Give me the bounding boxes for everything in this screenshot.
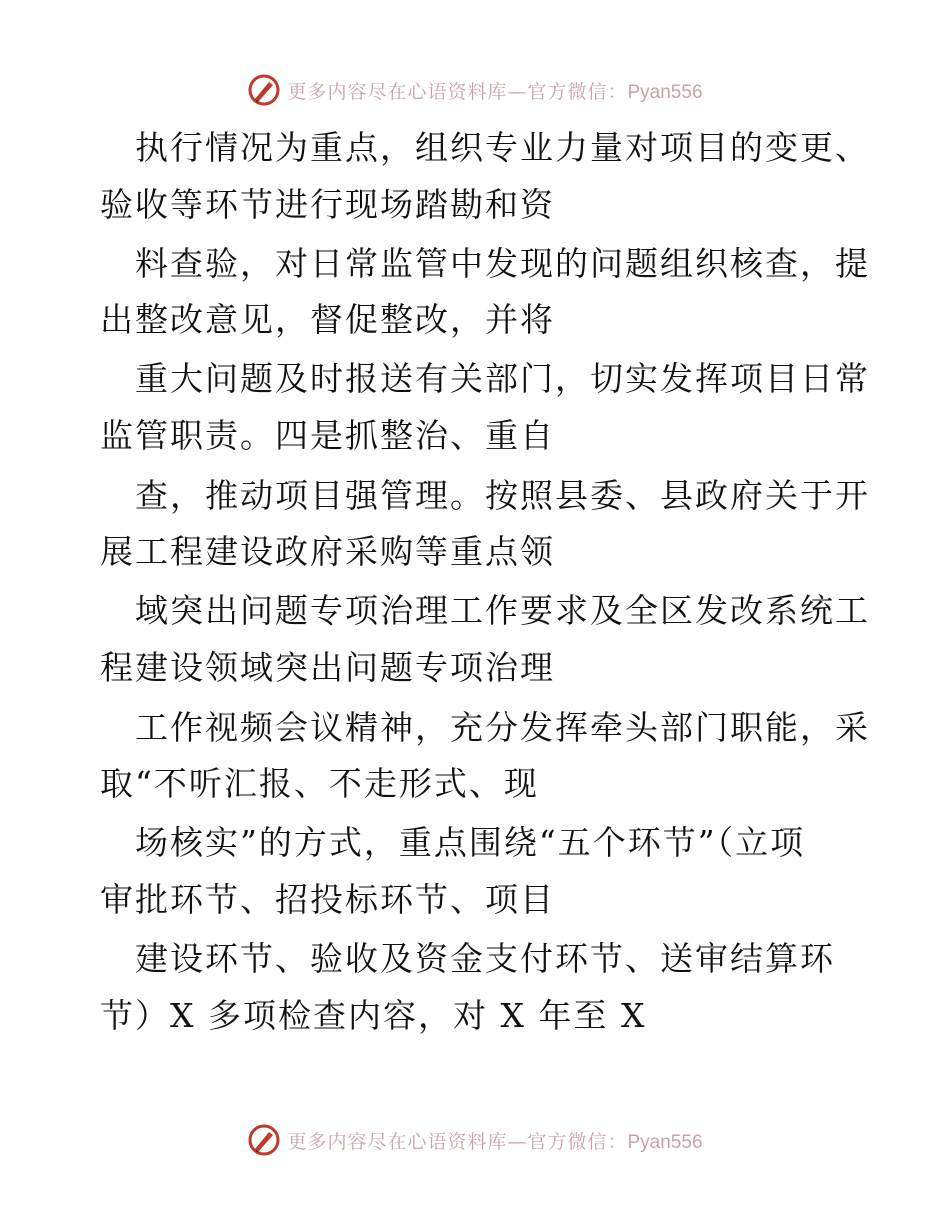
header-watermark: [0, 70, 950, 110]
body-line: 料查验，对日常监管中发现的问题组织核查，提: [135, 244, 870, 283]
body-line: 节）X 多项检查内容，对 X 年至 X: [100, 996, 647, 1035]
footer-watermark: [0, 1120, 950, 1160]
body-line: 建设环节、验收及资金支付环节、送审结算环: [135, 939, 835, 978]
body-line: 取“不听汇报、不走形式、现: [100, 764, 539, 803]
pen-logo-icon: [247, 1123, 281, 1157]
body-line: 查，推动项目强管理。按照县委、县政府关于开: [135, 476, 870, 515]
watermark-text: 更多内容尽在心语资料库—官方微信：Pyan556: [287, 80, 703, 103]
body-line: 场核实”的方式，重点围绕“五个环节”（立项: [135, 823, 806, 862]
body-line: 工作视频会议精神，充分发挥牵头部门职能，采: [135, 708, 870, 747]
watermark-text: 更多内容尽在心语资料库—官方微信：Pyan556: [287, 1130, 703, 1153]
body-line: 出整改意见，督促整改，并将: [100, 300, 555, 339]
body-line: 程建设领域突出问题专项治理: [100, 648, 555, 687]
body-line: 审批环节、招投标环节、项目: [100, 880, 555, 919]
body-line: 展工程建设政府采购等重点领: [100, 532, 555, 571]
body-line: 执行情况为重点，组织专业力量对项目的变更、: [135, 128, 870, 167]
body-line: 验收等环节进行现场踏勘和资: [100, 185, 555, 224]
body-line: 重大问题及时报送有关部门，切实发挥项目日常: [135, 359, 870, 398]
body-line: 监管职责。四是抓整治、重自: [100, 416, 555, 455]
pen-logo-icon: [247, 73, 281, 107]
body-line: 域突出问题专项治理工作要求及全区发改系统工: [135, 591, 870, 630]
